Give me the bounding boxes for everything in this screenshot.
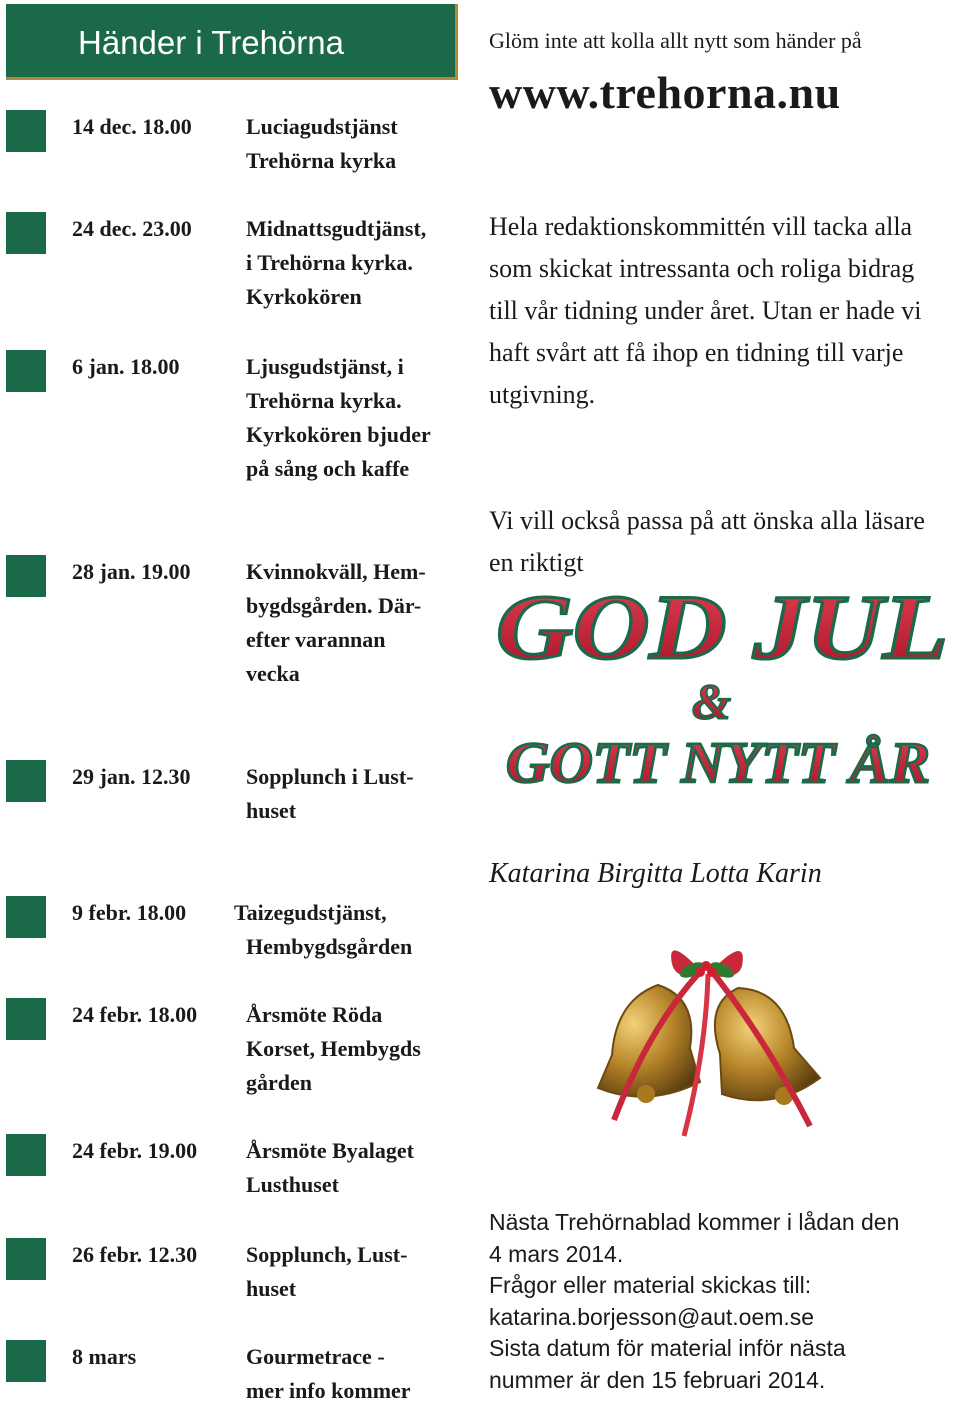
event-date: 8 mars [72,1344,137,1369]
event-description [246,110,398,178]
event-date: 24 dec. 23.00 [72,216,192,241]
contact-email[interactable]: katarina.borjesson@aut.oem.se [489,1303,815,1330]
event-description-line: på sång och kaffe [246,456,410,481]
event-description-line: gården [246,1070,312,1095]
god-jul-greeting [490,572,955,802]
event-description-line: Hembygdsgården [246,934,413,959]
event-date: 14 dec. 18.00 [72,114,192,139]
event-description-line: bygdsgården. Där- [246,593,422,618]
event-description-line: huset [246,1276,297,1301]
event-description-line: Lusthuset [246,1172,339,1197]
christmas-bells-icon [588,930,836,1140]
event-description-line: Gourmetrace - [246,1344,385,1369]
contact-line: Frågor eller material skickas till: [489,1272,812,1298]
signers: Katarina Birgitta Lotta Karin [489,858,822,889]
event-description-line: Luciagudstjänst [246,114,398,139]
page-title: Händer i Trehörna [78,24,344,61]
event-description-line: i Trehörna kyrka. [246,250,413,275]
bullet-square-icon [6,110,46,152]
thanks-paragraph: Hela redaktionskommittén vill tacka alla som skickat intressanta och roliga bidrag till vår tidning under året. Utan er hade vi haft svårt att få ihop en tidning till varje utgivning. [489,212,922,409]
website-reminder: Glöm inte att kolla allt nytt som händer på [489,28,862,53]
event-date: 24 febr. 18.00 [72,1002,198,1027]
event-date: 24 febr. 19.00 [72,1138,198,1163]
event-description-line: Taizegudstjänst, [234,900,387,925]
event-description-line: Sopplunch i Lust- [246,764,414,789]
deadline-line: nummer är den 15 februari 2014. [489,1366,826,1393]
website-link[interactable]: www.trehorna.nu [489,67,841,118]
header-banner [6,4,458,80]
event-description [234,896,412,964]
bullet-square-icon [6,212,46,254]
event-description-line: Midnattsgudtjänst, [246,216,427,241]
event-description-line: Korset, Hembygds [246,1036,421,1061]
bullet-square-icon [6,1134,46,1176]
event-description-line: efter varannan [246,627,386,652]
event-description [246,212,426,314]
event-date: 26 febr. 12.30 [72,1242,198,1267]
event-description-line: Årsmöte Röda [246,1002,383,1027]
ampersand-text: & [692,673,731,729]
event-description [246,760,414,828]
god-jul-text: GOD JUL [496,576,948,678]
event-description [246,1238,407,1306]
event-description-line: mer info kommer [246,1378,411,1403]
event-date: 28 jan. 19.00 [72,559,191,584]
event-description-line: vecka [246,661,300,686]
event-description [246,1340,411,1403]
bullet-square-icon [6,1238,46,1280]
bullet-square-icon [6,555,46,597]
wish-paragraph: Vi vill också passa på att önska alla läsare en riktigt [489,506,925,577]
bullet-square-icon [6,350,46,392]
event-description-line: Årsmöte Byalaget [246,1138,415,1163]
event-description-line: Kvinnokväll, Hem- [246,559,426,584]
event-description-line: Kyrkokören [246,284,362,309]
event-date: 6 jan. 18.00 [72,354,180,379]
event-description-line: Kyrkokören bjuder [246,422,431,447]
next-issue-info [489,1207,949,1396]
event-description [246,350,431,486]
event-date: 9 febr. 18.00 [72,900,187,925]
event-description [246,998,421,1100]
deadline-line: Sista datum för material inför nästa [489,1335,846,1361]
event-description-line: Trehörna kyrka [246,148,397,173]
next-issue-line: 4 mars 2014. [489,1240,624,1267]
next-issue-line: Nästa Trehörnablad kommer i lådan den [489,1209,900,1235]
event-description [246,1134,414,1202]
bullet-square-icon [6,1340,46,1382]
event-description-line: Trehörna kyrka. [246,388,402,413]
event-description-line: huset [246,798,297,823]
event-description [246,555,426,691]
bullet-square-icon [6,760,46,802]
event-description-line: Sopplunch, Lust- [246,1242,408,1267]
bullet-square-icon [6,998,46,1040]
bullet-square-icon [6,896,46,938]
event-date: 29 jan. 12.30 [72,764,191,789]
event-description-line: Ljusgudstjänst, i [246,354,404,379]
gott-nytt-ar-text: GOTT NYTT ÅR [506,730,930,795]
